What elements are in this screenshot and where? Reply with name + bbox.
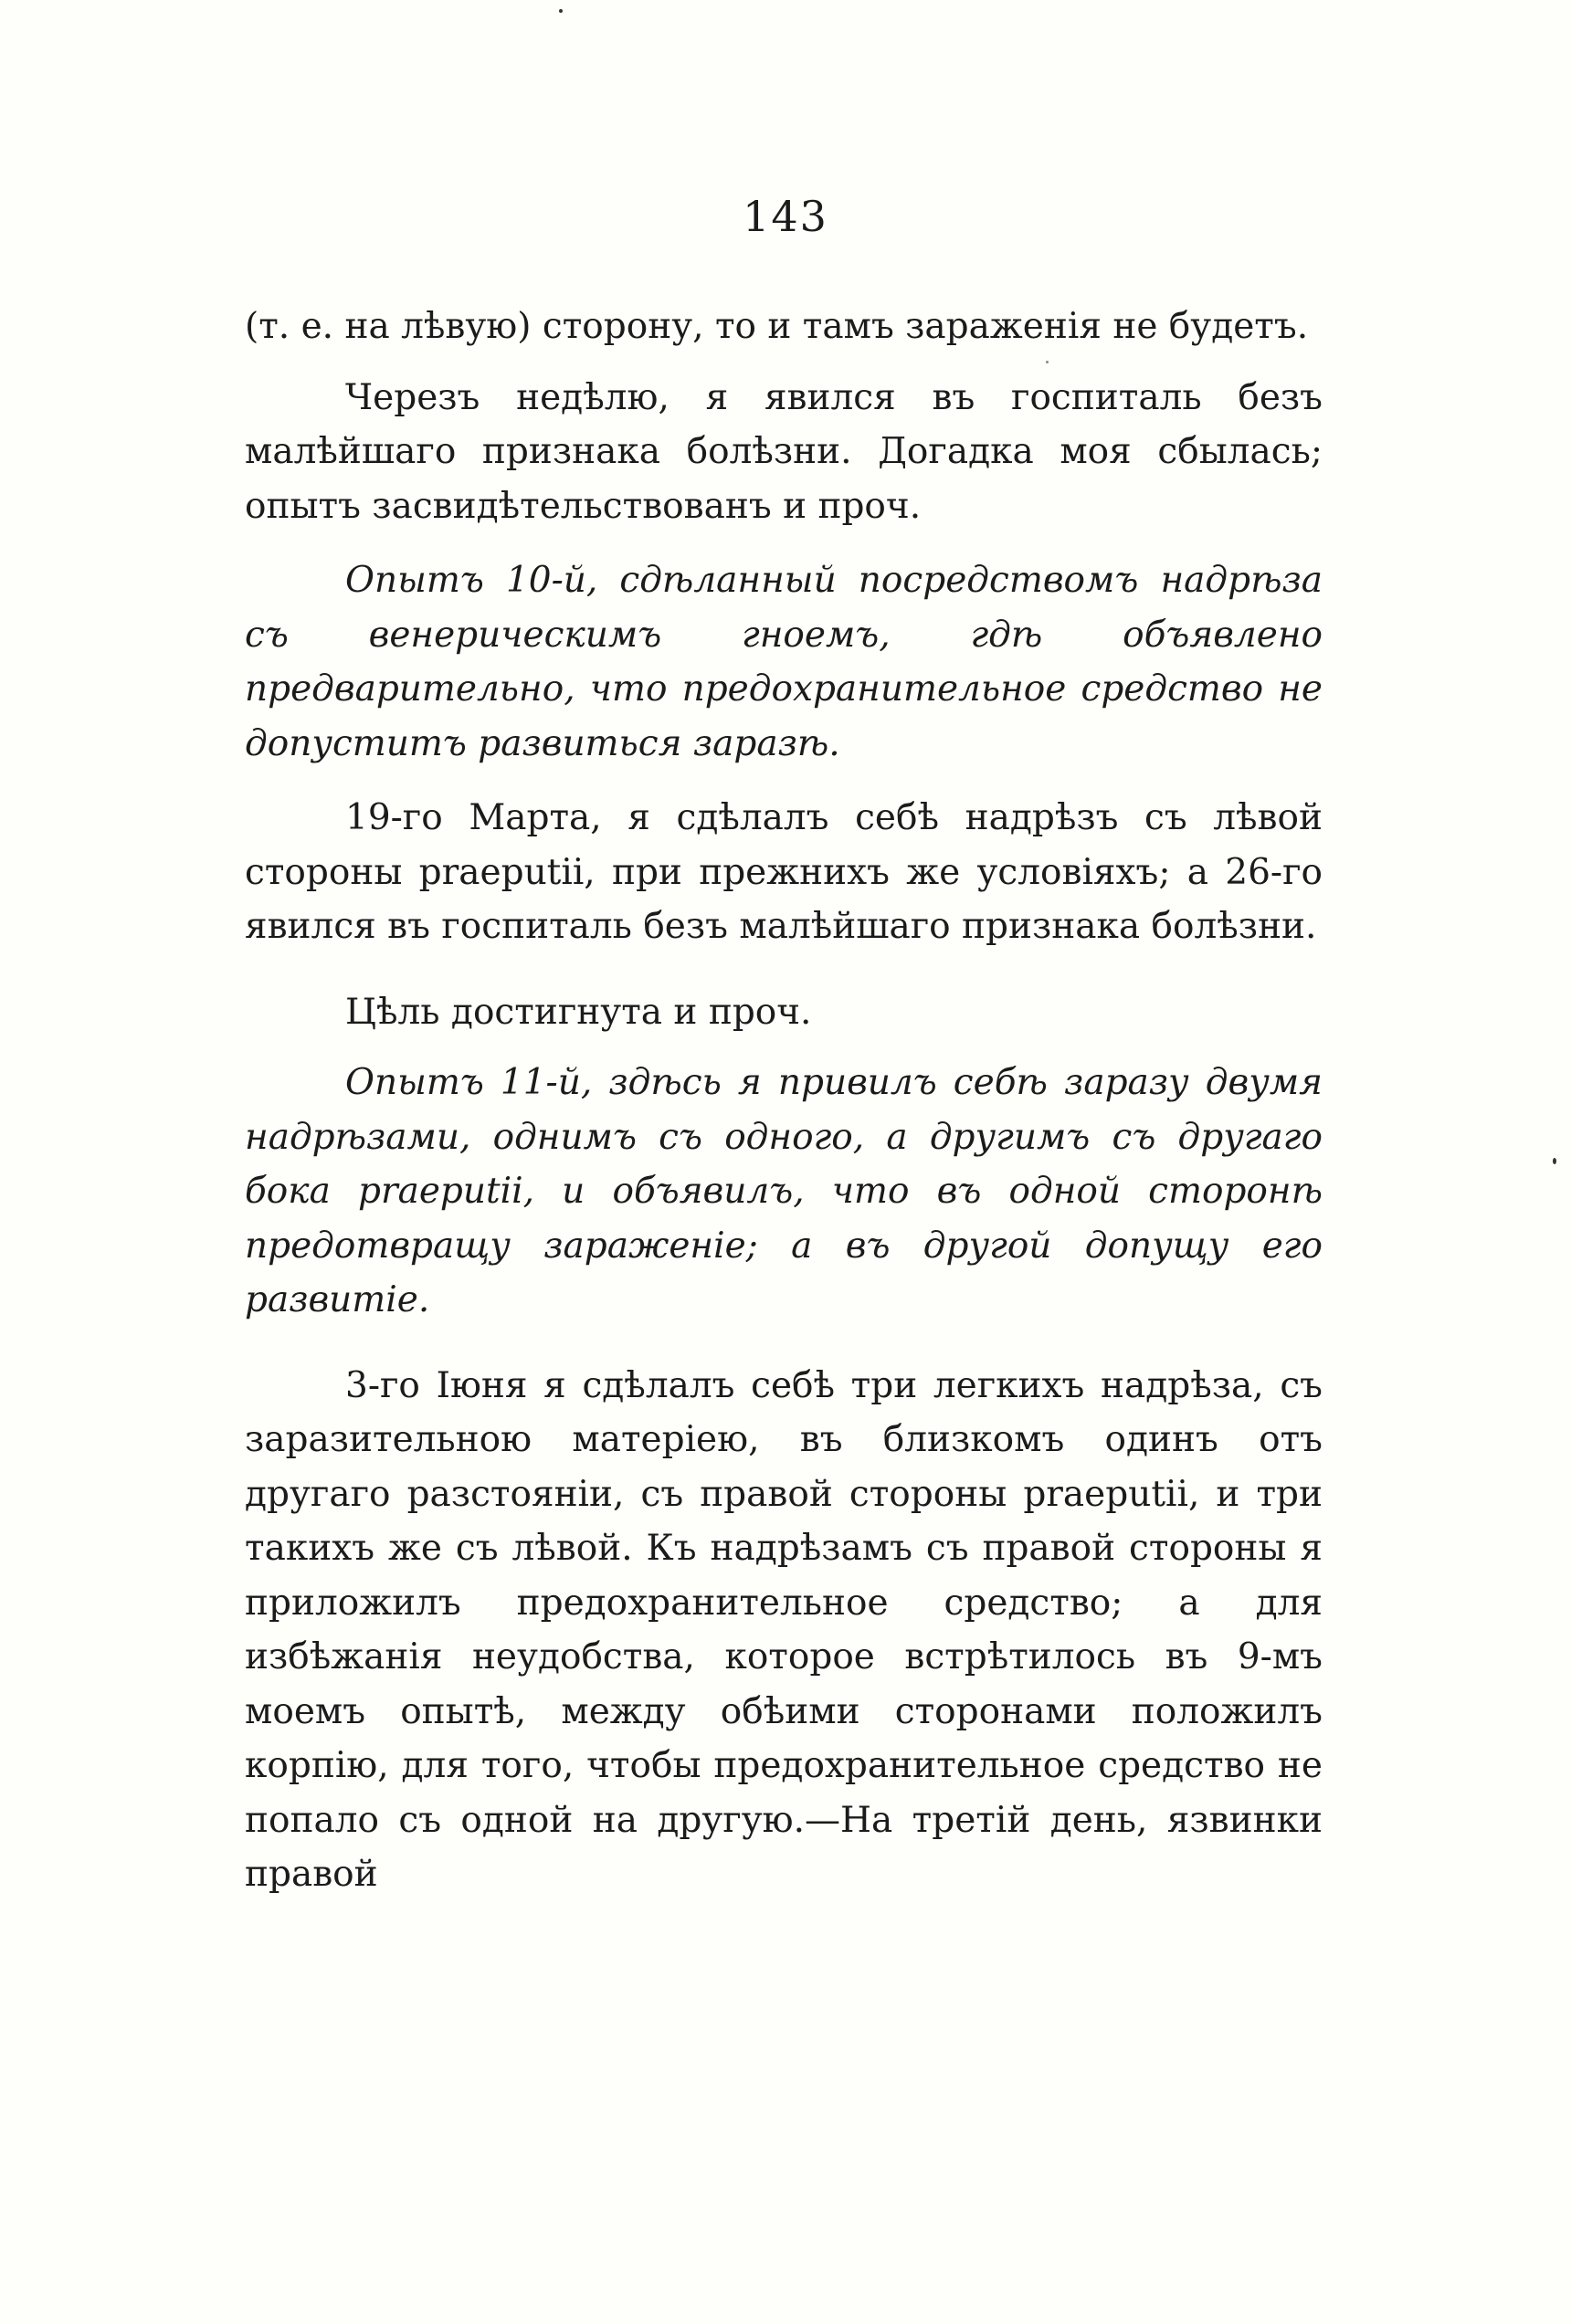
page-number: 143 <box>743 192 828 241</box>
experiment-heading: Опытъ 11-й, здѣсь я привилъ себѣ заразу двумя надрѣзами, однимъ съ одного, а другимъ съ другаго бока praeputii, и объявилъ, что въ одной сторонѣ предотвращу зараженіе; а въ другой допущу его развитіе. <box>245 1062 1323 1320</box>
paragraph: 3-го Іюня я сдѣлалъ себѣ три легкихъ надрѣза, съ заразительною матеріею, въ близкомъ одинъ отъ другаго разстояніи, съ правой стороны praeputii, и три такихъ же съ лѣвой. Къ надрѣзамъ съ правой стороны я приложилъ предохранительное средство; а для избѣжанія неудобства, которое встрѣтилось въ 9-мъ моемъ опытѣ, между обѣими сторонами положилъ корпію, для того, чтобы предохранительное средство не попало съ одной на другую.—На третій день, язвинки правой <box>245 1364 1323 1895</box>
paragraph: (т. е. на лѣвую) сторону, то и тамъ зараженія не будетъ. <box>245 306 1309 347</box>
paragraph: Цѣль достигнута и проч. <box>345 991 812 1033</box>
paragraph: 19-го Марта, я сдѣлалъ себѣ надрѣзъ съ лѣвой стороны praeputii, при прежнихъ же условіяхъ; а 26-го явился въ госпиталь безъ малѣйшаго признака болѣзни. <box>245 797 1323 947</box>
body-text <box>245 300 1323 1902</box>
experiment-heading: Опытъ 10-й, сдѣланный посредствомъ надрѣза съ венерическимъ гноемъ, гдѣ объявлено предварительно, что предохранительное средство не допуститъ развиться заразѣ. <box>245 560 1323 764</box>
paragraph: Черезъ недѣлю, я явился въ госпиталь безъ малѣйшаго признака болѣзни. Догадка моя сбылась; опытъ засвидѣтельствованъ и проч. <box>245 376 1323 527</box>
print-speck <box>1553 1158 1556 1164</box>
print-speck <box>559 9 563 13</box>
